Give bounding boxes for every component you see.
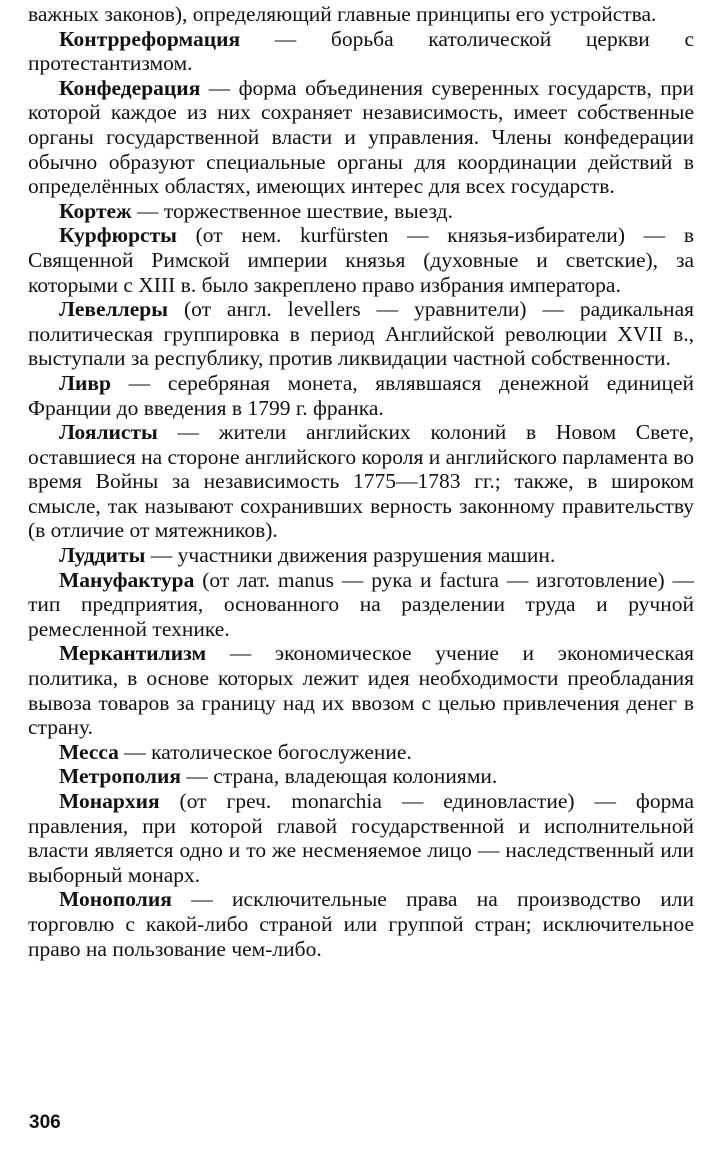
entry-definition: (от англ. levellers — уравнители) — радикальная политическая группировка в период Английской революции XVII в., выступали за республику, против ликвидации частной собственности. <box>28 297 694 371</box>
entry-term: Курфюрсты <box>59 223 177 248</box>
glossary-entry <box>28 641 694 739</box>
glossary-entry <box>28 223 694 297</box>
entry-term: Метрополия <box>59 764 182 789</box>
entry-definition: — жители английских колоний в Новом Свете, оставшиеся на стороне английского короля и английского парламента во время Войны за независимость 1775—1783 гг.; также, в широком смысле, так называют сохранивших верность законному правительству (в отличие от мятежников). <box>28 420 694 543</box>
entry-term: Кортеж <box>59 198 132 223</box>
glossary-entry <box>28 297 694 371</box>
glossary-entry <box>28 2 694 27</box>
glossary-entries <box>28 2 694 961</box>
entry-definition: (от лат. manus — рука и factura — изготовление) — тип предприятия, основанного на разделении труда и ручной ремесленной технике. <box>28 567 694 641</box>
page-number: 306 <box>29 1112 61 1133</box>
glossary-entry <box>28 789 694 887</box>
glossary-entry <box>28 27 694 76</box>
entry-term: Меркантилизм <box>59 641 207 666</box>
glossary-entry <box>28 740 694 765</box>
entry-definition: — форма объединения суверенных государств, при которой каждое из них сохраняет независимость, имеет собственные органы государственной власти и управления. Члены конфедерации обычно образуют специальные органы для координации действий в определённых областях, имеющих интерес для всех государств. <box>28 75 694 199</box>
glossary-entry <box>28 76 694 199</box>
glossary-entry <box>28 887 694 961</box>
entry-term: Левеллеры <box>59 297 168 322</box>
glossary-entry <box>28 568 694 642</box>
entry-term: Луддиты <box>59 543 146 568</box>
entry-term: Ливр <box>59 370 111 395</box>
entry-definition: — экономическое учение и экономическая политика, в основе которых лежит идея необходимости преобладания вывоза товаров за границу над их ввозом с целью привлечения денег в страну. <box>28 641 694 740</box>
entry-definition: (от нем. kurfürsten — князья-избиратели) — в Священной Римской империи князья (духовные и светские), за которыми с XIII в. было закреплено право избрания императора. <box>28 223 694 297</box>
entry-definition: — серебряная монета, являвшаяся денежной единицей Франции до введения в 1799 г. франка. <box>28 370 694 420</box>
entry-definition: — борьба католической церкви с протестантизмом. <box>28 26 694 76</box>
entry-term: Монархия <box>59 789 160 813</box>
glossary-entry <box>28 199 694 224</box>
entry-term: Конфедерация <box>59 75 201 100</box>
glossary-entry <box>28 371 694 420</box>
entry-definition: — исключительные права на производство или торговлю с какой-либо страной или группой стран; исключительное право на пользование чем-либо. <box>28 887 694 961</box>
entry-term: Лоялисты <box>59 420 158 445</box>
entry-term: Мануфактура <box>59 567 195 592</box>
entry-definition: (от греч. monarchia — единовластие) — форма правления, при которой главой государственной и исполнительной власти является одно и то же несменяемое лицо — наследственный или выборный монарх. <box>28 789 694 887</box>
entry-definition: — участники движения разрушения машин. <box>145 543 556 568</box>
glossary-entry <box>28 543 694 568</box>
glossary-entry <box>28 764 694 789</box>
entry-term: Контрреформация <box>59 26 241 51</box>
entry-definition: — страна, владеющая колониями. <box>181 764 498 789</box>
entry-definition: важных законов), определяющий главные принципы его устройства. <box>28 2 657 26</box>
entry-definition: — католическое богослужение. <box>118 739 412 764</box>
entry-definition: — торжественное шествие, выезд. <box>131 198 453 223</box>
entry-term: Месса <box>59 739 119 764</box>
glossary-entry <box>28 420 694 543</box>
entry-term: Монополия <box>59 887 172 912</box>
